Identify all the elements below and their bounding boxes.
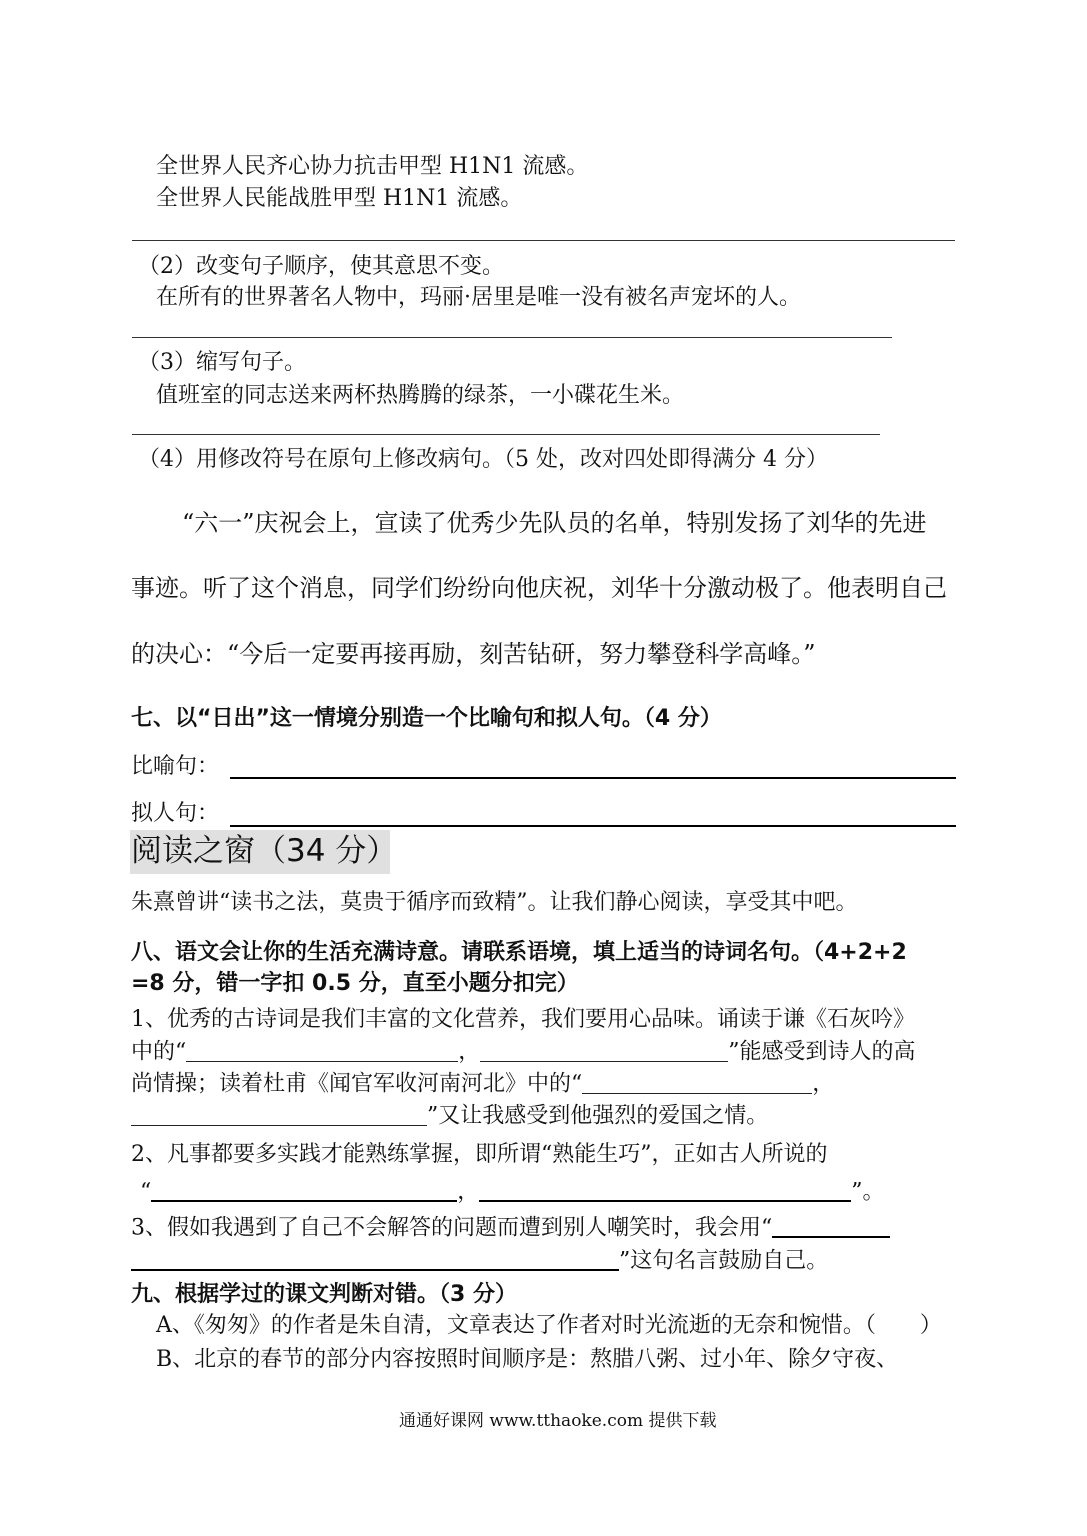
text-fragment: 尚情操；读着杜甫《闻官军收河南河北》中的“ — [131, 1071, 583, 1097]
text-fragment: ”能感受到诗人的高 — [728, 1039, 916, 1065]
section-9-heading: 九、根据学过的课文判断对错。（3 分） — [131, 1282, 517, 1307]
passage-line: 的决心：“今后一定要再接再励，刻苦钻研，努力攀登科学高峰。” — [131, 640, 816, 668]
section-7-heading: 七、以“日出”这一情境分别造一个比喻句和拟人句。（4 分） — [131, 706, 722, 731]
q3-prompt: （3）缩写句子。 — [138, 350, 306, 375]
answer-line[interactable] — [132, 434, 880, 435]
q2-prompt: （2）改变句子顺序，使其意思不变。 — [138, 254, 504, 279]
s8-q3-blank-line — [131, 1214, 890, 1242]
s8-q1-blank-line — [131, 1071, 834, 1098]
text-fragment: ”。 — [851, 1179, 885, 1205]
reading-section-title: 阅读之窗（34 分） — [131, 833, 398, 869]
personification-answer-line[interactable] — [230, 825, 956, 827]
q3-sentence: 值班室的同志送来两杯热腾腾的绿茶，一小碟花生米。 — [156, 383, 685, 408]
s8-q2-blank-line — [140, 1178, 885, 1206]
simile-label: 比喻句： — [131, 754, 220, 779]
blank-field[interactable] — [131, 1247, 619, 1271]
answer-line[interactable] — [132, 240, 955, 241]
blank-field[interactable] — [582, 1071, 812, 1094]
simile-answer-line[interactable] — [230, 777, 956, 779]
q1-sentence-1: 全世界人民齐心协力抗击甲型 H1N1 流感。 — [156, 154, 589, 179]
text-fragment: 中的“ — [131, 1039, 187, 1065]
text-fragment: ”这句名言鼓励自己。 — [619, 1248, 829, 1274]
personification-label: 拟人句： — [131, 801, 220, 826]
passage-line: “六一”庆祝会上，宣读了优秀少先队员的名单，特别发扬了刘华的先进 — [182, 509, 927, 537]
blank-field[interactable] — [480, 1039, 728, 1062]
page-footer: 通通好课网 www.tthaoke.com 提供下载 — [399, 1411, 717, 1431]
s8-q2-text: 2、凡事都要多实践才能熟练掌握，即所谓“熟能生巧”，正如古人所说的 — [131, 1142, 828, 1167]
answer-line[interactable] — [132, 337, 892, 338]
text-fragment: ”又让我感受到他强烈的爱国之情。 — [427, 1103, 769, 1129]
blank-field[interactable] — [772, 1214, 890, 1238]
blank-field[interactable] — [131, 1103, 427, 1126]
text-fragment: ， — [812, 1071, 835, 1097]
passage-line: 事迹。听了这个消息，同学们纷纷向他庆祝，刘华十分激动极了。他表明自己 — [131, 574, 947, 602]
blank-field[interactable] — [479, 1178, 851, 1202]
text-fragment: ， — [457, 1179, 480, 1205]
reading-intro: 朱熹曾讲“读书之法，莫贵于循序而致精”。让我们静心阅读，享受其中吧。 — [131, 890, 858, 915]
blank-field[interactable] — [151, 1178, 457, 1202]
text-fragment: ， — [458, 1039, 481, 1065]
s8-q1-blank-line — [131, 1103, 768, 1130]
s8-q1-text: 1、优秀的古诗词是我们丰富的文化营养，我们要用心品味。诵读于谦《石灰吟》 — [131, 1007, 915, 1032]
q4-prompt: （4）用修改符号在原句上修改病句。（5 处，改对四处即得满分 4 分） — [138, 447, 828, 472]
text-fragment: 3、假如我遇到了自己不会解答的问题而遭到别人嘲笑时，我会用“ — [131, 1215, 773, 1241]
s9-item-b: B、北京的春节的部分内容按照时间顺序是：熬腊八粥、过小年、除夕守夜、 — [156, 1347, 899, 1372]
blank-field[interactable] — [186, 1039, 458, 1062]
s8-q3-blank-line — [131, 1247, 828, 1275]
section-8-heading: 八、语文会让你的生活充满诗意。请联系语境，填上适当的诗词名句。（4+2+2 — [131, 940, 907, 965]
text-fragment: “ — [140, 1179, 152, 1205]
s8-q1-blank-line — [131, 1039, 916, 1066]
q1-sentence-2: 全世界人民能战胜甲型 H1N1 流感。 — [156, 186, 523, 211]
s9-item-a: A、《匆匆》的作者是朱自清，文章表达了作者对时光流逝的无奈和惋惜。（ ） — [156, 1313, 942, 1338]
q2-sentence: 在所有的世界著名人物中，玛丽·居里是唯一没有被名声宠坏的人。 — [156, 285, 801, 310]
section-8-heading-cont: =8 分，错一字扣 0.5 分，直至小题分扣完） — [131, 971, 579, 996]
